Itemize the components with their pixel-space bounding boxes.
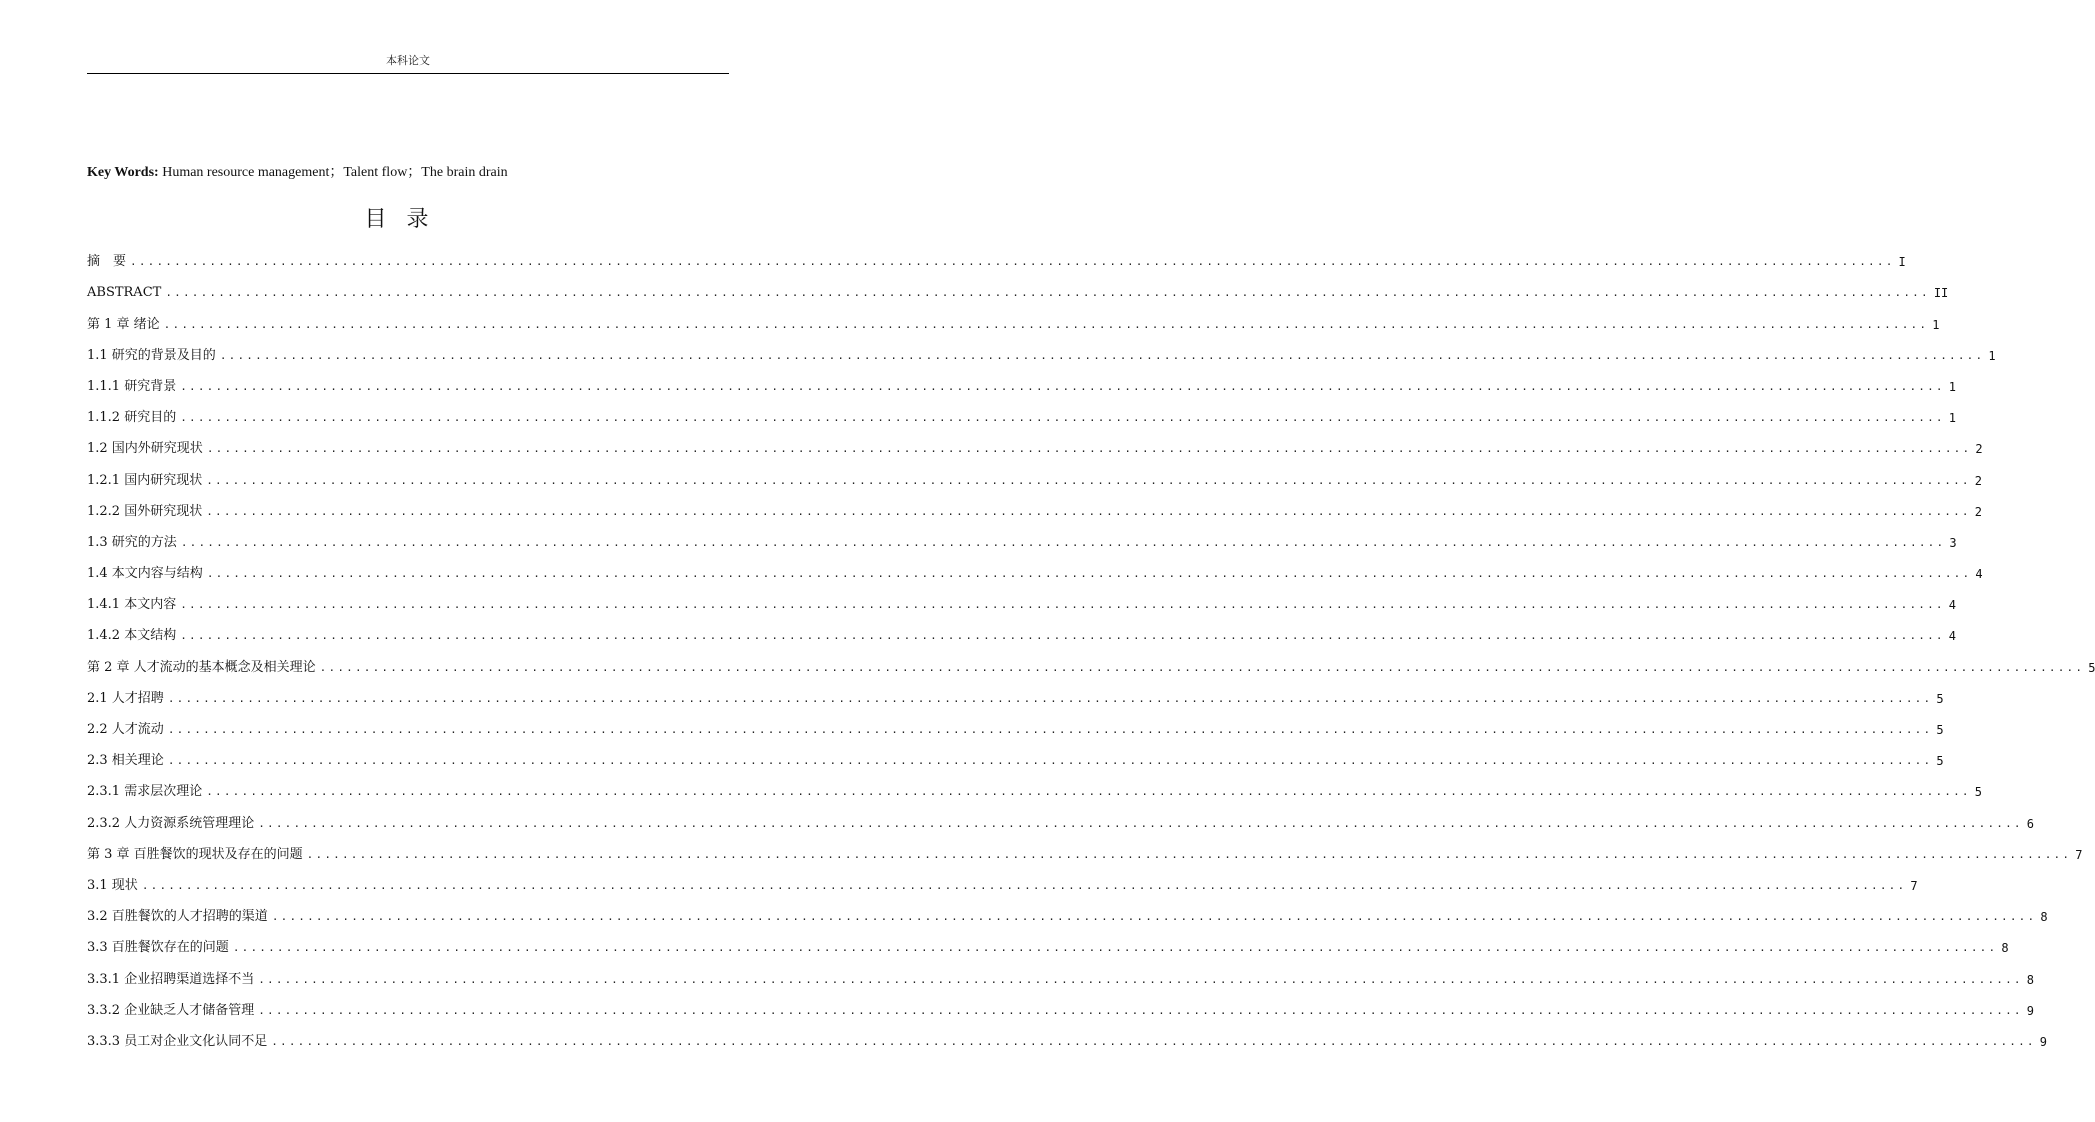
toc-dot-leader: ........................................................................................................................................................................................................ [206, 785, 1971, 799]
toc-dot-leader: ........................................................................................................................................................................................................ [141, 878, 1907, 892]
toc-entry-page: 8 [2040, 910, 2048, 925]
toc-entry[interactable] [87, 864, 1918, 895]
toc-entry-label: 第 3 章 百胜餐饮的现状及存在的问题 [87, 846, 303, 862]
toc-entry-page: 1 [1988, 348, 1996, 363]
toc-entry-page: II [1933, 286, 1949, 301]
toc-entry[interactable] [87, 583, 1956, 614]
toc-entry-page: 1 [1932, 317, 1940, 332]
toc-entry-page: 4 [1948, 598, 1956, 613]
running-header: 本科论文 [386, 54, 430, 67]
toc-entry[interactable] [87, 427, 1983, 458]
toc-entry[interactable] [87, 490, 1982, 521]
toc-entry-page: 5 [2088, 660, 2095, 675]
toc-entry[interactable] [87, 833, 2083, 864]
toc-entry[interactable] [87, 552, 1983, 583]
toc-entry[interactable] [87, 396, 1956, 427]
table-of-contents [87, 240, 2095, 1051]
toc-entry-label: 3.3.1 企业招聘渠道选择不当 [87, 971, 255, 987]
toc-entry[interactable] [87, 708, 1944, 739]
toc-entry[interactable] [87, 770, 1982, 801]
header-rule [87, 73, 729, 74]
toc-entry[interactable] [87, 521, 1957, 552]
keywords-text: Human resource management；Talent flow；The brain drain [158, 165, 508, 180]
toc-dot-leader: ........................................................................................................................................................................................................ [206, 473, 1971, 487]
toc-entry-label: 1.2.1 国内研究现状 [87, 472, 203, 488]
toc-entry-page: 2 [1974, 473, 1982, 488]
toc-dot-leader: ........................................................................................................................................................................................................ [180, 411, 1945, 425]
toc-entry-label: 1.4.2 本文结构 [87, 628, 177, 644]
toc-dot-leader: ........................................................................................................................................................................................................ [232, 941, 1998, 955]
toc-entry-label: 1.4.1 本文内容 [87, 597, 177, 613]
toc-dot-leader: ........................................................................................................................................................................................................ [271, 910, 2037, 924]
toc-dot-leader: ........................................................................................................................................................................................................ [206, 442, 1972, 456]
toc-entry[interactable] [87, 240, 1906, 271]
toc-entry-page: 5 [1936, 723, 1944, 737]
toc-entry[interactable] [87, 302, 1940, 333]
toc-dot-leader: ........................................................................................................................................................................................................ [167, 691, 1933, 705]
toc-dot-leader: ........................................................................................................................................................................................................ [258, 1003, 2023, 1017]
toc-entry[interactable] [87, 895, 2048, 926]
toc-entry-page: 6 [2026, 816, 2034, 831]
toc-entry-page: 3 [1949, 535, 1957, 550]
toc-entry-label: 3.1 现状 [87, 877, 138, 893]
toc-entry[interactable] [87, 458, 1982, 489]
toc-entry-label: 3.3.3 员工对企业文化认同不足 [87, 1033, 268, 1049]
keywords-label: Key Words: [87, 165, 159, 180]
toc-entry-label: 2.3.1 需求层次理论 [87, 784, 203, 800]
toc-dot-leader: ........................................................................................................................................................................................................ [306, 847, 2072, 861]
toc-entry-label: 3.3 百胜餐饮存在的问题 [87, 940, 229, 956]
toc-entry-label: 3.3.2 企业缺乏人才储备管理 [87, 1002, 255, 1018]
toc-entry-label: 第 2 章 人才流动的基本概念及相关理论 [87, 659, 316, 675]
toc-entry[interactable] [87, 989, 2034, 1020]
toc-entry[interactable] [87, 677, 1944, 708]
toc-dot-leader: ........................................................................................................................................................................................................ [167, 723, 1933, 736]
toc-entry-page: 5 [1936, 754, 1944, 769]
toc-entry-label: 3.2 百胜餐饮的人才招聘的渠道 [87, 909, 268, 925]
toc-entry[interactable] [87, 1020, 2047, 1051]
toc-entry-page: 1 [1948, 411, 1956, 426]
toc-dot-leader: ........................................................................................................................................................................................................ [258, 972, 2023, 986]
toc-entry-page: 9 [2039, 1034, 2047, 1049]
toc-entry-page: I [1898, 255, 1906, 270]
toc-entry-page: 7 [2075, 847, 2083, 862]
toc-dot-leader: ........................................................................................................................................................................................................ [165, 286, 1930, 300]
toc-entry-label: 1.2.2 国外研究现状 [87, 503, 203, 519]
toc-dot-leader: ........................................................................................................................................................................................................ [258, 816, 2023, 830]
toc-entry-label: 2.3.2 人力资源系统管理理论 [87, 815, 255, 831]
toc-entry-label: 摘 要 [87, 254, 127, 270]
toc-dot-leader: ........................................................................................................................................................................................................ [206, 567, 1972, 581]
toc-dot-leader: ........................................................................................................................................................................................................ [206, 504, 1971, 518]
toc-entry-page: 5 [1936, 691, 1944, 706]
toc-entry[interactable] [87, 365, 1956, 396]
toc-dot-leader: ........................................................................................................................................................................................................ [219, 348, 1985, 362]
toc-entry[interactable] [87, 926, 2009, 957]
toc-entry-page: 1 [1948, 379, 1956, 394]
keywords-line [87, 163, 737, 183]
toc-entry-page: 4 [1975, 567, 1983, 582]
toc-dot-leader: ........................................................................................................................................................................................................ [180, 598, 1945, 612]
toc-dot-leader: ........................................................................................................................................................................................................ [180, 379, 1945, 393]
toc-title: 目录 [364, 207, 449, 232]
toc-entry[interactable] [87, 645, 2095, 676]
toc-entry-label: 1.1.2 研究目的 [87, 410, 177, 426]
toc-entry-label: 1.3 研究的方法 [87, 534, 177, 550]
toc-entry-label: 1.4 本文内容与结构 [87, 566, 203, 582]
toc-entry[interactable] [87, 801, 2034, 832]
toc-entry-page: 4 [1948, 629, 1956, 644]
toc-entry-label: 2.3 相关理论 [87, 753, 164, 769]
toc-dot-leader: ........................................................................................................................................................................................................ [319, 660, 2085, 674]
toc-entry-label: 1.2 国内外研究现状 [87, 441, 203, 457]
toc-entry-page: 5 [1974, 785, 1982, 800]
toc-entry[interactable] [87, 957, 2034, 988]
toc-entry-page: 8 [2026, 972, 2034, 987]
toc-entry-label: ABSTRACT [87, 285, 162, 301]
toc-entry-page: 2 [1974, 504, 1982, 519]
toc-dot-leader: ........................................................................................................................................................................................................ [130, 255, 1895, 269]
toc-entry[interactable] [87, 334, 1996, 365]
toc-entry-page: 8 [2001, 941, 2009, 956]
toc-entry-label: 2.2 人才流动 [87, 722, 164, 737]
toc-entry-label: 第 1 章 绪论 [87, 316, 160, 332]
toc-entry-page: 9 [2026, 1003, 2034, 1018]
toc-entry[interactable] [87, 271, 1949, 302]
toc-entry-page: 7 [1910, 878, 1918, 893]
toc-entry-label: 1.1.1 研究背景 [87, 378, 177, 394]
toc-entry[interactable] [87, 614, 1956, 645]
toc-dot-leader: ........................................................................................................................................................................................................ [271, 1034, 2036, 1048]
toc-entry-page: 2 [1975, 442, 1983, 457]
toc-entry[interactable] [87, 739, 1944, 770]
toc-entry-label: 1.1 研究的背景及目的 [87, 347, 216, 363]
toc-dot-leader: ........................................................................................................................................................................................................ [180, 535, 1946, 549]
toc-dot-leader: ........................................................................................................................................................................................................ [163, 317, 1929, 331]
toc-entry-label: 2.1 人才招聘 [87, 690, 164, 706]
toc-dot-leader: ........................................................................................................................................................................................................ [167, 754, 1933, 768]
toc-dot-leader: ........................................................................................................................................................................................................ [180, 629, 1945, 643]
